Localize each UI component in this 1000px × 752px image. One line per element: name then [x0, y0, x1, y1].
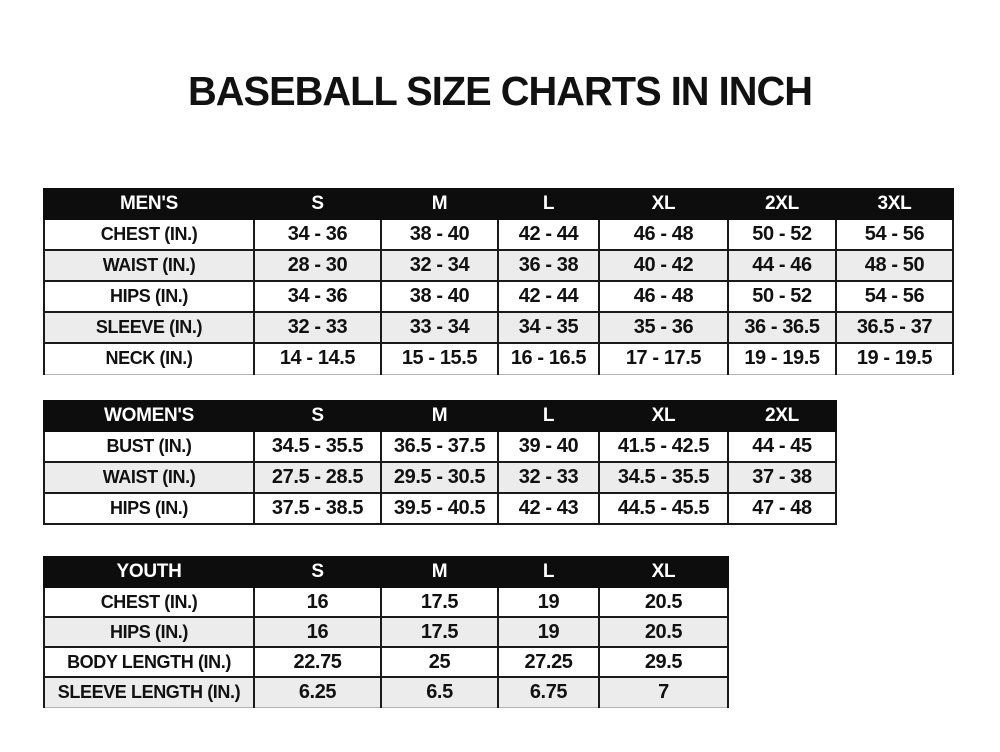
measurement-value: 37 - 38 [728, 462, 836, 493]
header-row-mens [44, 189, 953, 219]
measurement-value: 17.5 [381, 617, 498, 647]
measurement-label: WAIST (IN.) [44, 250, 254, 281]
table-row [44, 587, 728, 617]
page-title: BASEBALL SIZE CHARTS IN INCH [188, 68, 812, 114]
measurement-label: BUST (IN.) [44, 431, 254, 462]
column-header-size: 2XL [728, 401, 836, 431]
measurement-value: 32 - 33 [498, 462, 599, 493]
measurement-value: 27.5 - 28.5 [254, 462, 381, 493]
column-header-size: XL [599, 557, 728, 587]
measurement-label: NECK (IN.) [44, 343, 254, 374]
table-row [44, 219, 953, 250]
table-title-mens: MEN'S [44, 189, 254, 219]
measurement-value: 20.5 [599, 587, 728, 617]
measurement-value: 47 - 48 [728, 493, 836, 524]
measurement-value: 32 - 34 [381, 250, 498, 281]
measurement-label: HIPS (IN.) [44, 281, 254, 312]
measurement-value: 36.5 - 37.5 [381, 431, 498, 462]
measurement-value: 36 - 36.5 [728, 312, 836, 343]
measurement-value: 28 - 30 [254, 250, 381, 281]
measurement-value: 46 - 48 [599, 219, 728, 250]
measurement-value: 42 - 44 [498, 219, 599, 250]
column-header-size: XL [599, 189, 728, 219]
table-title-womens: WOMEN'S [44, 401, 254, 431]
column-header-size: M [381, 401, 498, 431]
table-row [44, 312, 953, 343]
measurement-value: 29.5 - 30.5 [381, 462, 498, 493]
measurement-value: 19 [498, 617, 599, 647]
measurement-value: 25 [381, 647, 498, 677]
column-header-size: L [498, 557, 599, 587]
table-row [44, 431, 836, 462]
measurement-value: 41.5 - 42.5 [599, 431, 728, 462]
size-table-mens [43, 188, 954, 375]
measurement-value: 48 - 50 [836, 250, 953, 281]
column-header-size: 2XL [728, 189, 836, 219]
measurement-value: 14 - 14.5 [254, 343, 381, 374]
measurement-label: BODY LENGTH (IN.) [44, 647, 254, 677]
measurement-value: 50 - 52 [728, 281, 836, 312]
measurement-value: 40 - 42 [599, 250, 728, 281]
measurement-value: 6.5 [381, 677, 498, 707]
column-header-size: M [381, 189, 498, 219]
measurement-value: 22.75 [254, 647, 381, 677]
measurement-label: HIPS (IN.) [44, 617, 254, 647]
measurement-value: 36 - 38 [498, 250, 599, 281]
measurement-value: 17 - 17.5 [599, 343, 728, 374]
measurement-label: WAIST (IN.) [44, 462, 254, 493]
column-header-size: 3XL [836, 189, 953, 219]
measurement-label: SLEEVE LENGTH (IN.) [44, 677, 254, 707]
measurement-value: 44 - 45 [728, 431, 836, 462]
column-header-size: M [381, 557, 498, 587]
measurement-value: 42 - 44 [498, 281, 599, 312]
measurement-value: 54 - 56 [836, 281, 953, 312]
measurement-value: 35 - 36 [599, 312, 728, 343]
table-row [44, 493, 836, 524]
measurement-value: 34 - 35 [498, 312, 599, 343]
column-header-size: XL [599, 401, 728, 431]
measurement-value: 15 - 15.5 [381, 343, 498, 374]
table-row [44, 343, 953, 374]
size-table-youth [43, 556, 729, 708]
measurement-value: 34 - 36 [254, 281, 381, 312]
measurement-value: 33 - 34 [381, 312, 498, 343]
measurement-value: 19 - 19.5 [728, 343, 836, 374]
measurement-value: 17.5 [381, 587, 498, 617]
measurement-value: 50 - 52 [728, 219, 836, 250]
measurement-value: 32 - 33 [254, 312, 381, 343]
measurement-value: 7 [599, 677, 728, 707]
measurement-value: 34.5 - 35.5 [599, 462, 728, 493]
measurement-value: 34.5 - 35.5 [254, 431, 381, 462]
measurement-value: 19 - 19.5 [836, 343, 953, 374]
measurement-value: 16 [254, 587, 381, 617]
measurement-value: 16 - 16.5 [498, 343, 599, 374]
measurement-value: 29.5 [599, 647, 728, 677]
column-header-size: S [254, 401, 381, 431]
measurement-value: 37.5 - 38.5 [254, 493, 381, 524]
table-row [44, 281, 953, 312]
measurement-value: 27.25 [498, 647, 599, 677]
column-header-size: L [498, 189, 599, 219]
measurement-value: 44 - 46 [728, 250, 836, 281]
measurement-value: 38 - 40 [381, 281, 498, 312]
measurement-value: 44.5 - 45.5 [599, 493, 728, 524]
measurement-value: 46 - 48 [599, 281, 728, 312]
measurement-label: SLEEVE (IN.) [44, 312, 254, 343]
measurement-label: HIPS (IN.) [44, 493, 254, 524]
measurement-value: 34 - 36 [254, 219, 381, 250]
column-header-size: S [254, 189, 381, 219]
column-header-size: S [254, 557, 381, 587]
measurement-value: 19 [498, 587, 599, 617]
measurement-label: CHEST (IN.) [44, 587, 254, 617]
header-row-youth [44, 557, 728, 587]
table-row [44, 677, 728, 707]
measurement-value: 54 - 56 [836, 219, 953, 250]
column-header-size: L [498, 401, 599, 431]
table-row [44, 250, 953, 281]
measurement-value: 6.75 [498, 677, 599, 707]
table-row [44, 647, 728, 677]
measurement-value: 38 - 40 [381, 219, 498, 250]
measurement-value: 42 - 43 [498, 493, 599, 524]
measurement-value: 39 - 40 [498, 431, 599, 462]
table-row [44, 462, 836, 493]
measurement-value: 39.5 - 40.5 [381, 493, 498, 524]
size-table-womens [43, 400, 837, 525]
table-title-youth: YOUTH [44, 557, 254, 587]
measurement-value: 36.5 - 37 [836, 312, 953, 343]
measurement-value: 20.5 [599, 617, 728, 647]
table-row [44, 617, 728, 647]
measurement-label: CHEST (IN.) [44, 219, 254, 250]
measurement-value: 16 [254, 617, 381, 647]
header-row-womens [44, 401, 836, 431]
measurement-value: 6.25 [254, 677, 381, 707]
